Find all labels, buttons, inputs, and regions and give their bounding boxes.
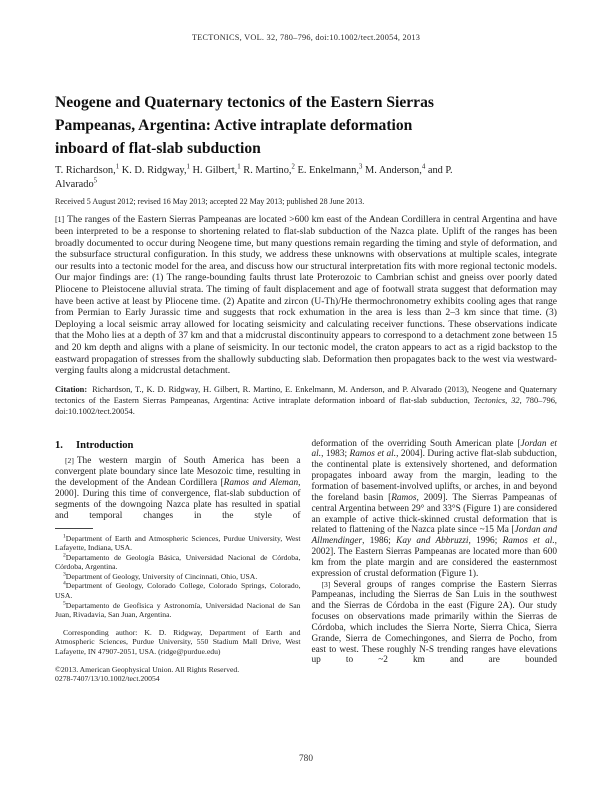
italic-text: Ramos and Aleman [223,478,299,489]
affiliation-footnote: $^1$Department of Earth and Atmospheric Sciences, Purdue University, West Lafayette, Indiana, USA. [55,532,301,553]
citation-paragraph [55,384,557,418]
affiliation-footnotes [55,534,301,620]
left-column [55,439,301,684]
superscript-number: 1 [186,163,190,171]
affiliation-footnote: $^5$Departamento de Geofísica y Astronomía, Universidad Nacional de San Juan, Rivadavia, San Juan, Argentina. [55,600,301,620]
italic-text: Kay and Abbruzzi [396,536,469,547]
paragraph-2-right: deformation of the overriding South American plate [Jordan et al., 1983; Ramos et al., 2004]. During active flat-slab subduction, the continental plate is extensively shortened, and deformation propagates inboard away from the margin, leading to the formation of basement-involved uplifts, or arches, in and beyond the foreland basin [Ramos, 2009]. The Sierras Pampeanas of central Argentina between 29° and 33°S (Figure 1) are considered an example of active thick-skinned crustal deformation that is related to flattening of the Nazca plate since ~15 Ma [Jordan and Allmendinger, 1986; Kay and Abbruzzi, 1996; Ramos et al., 2002]. The Eastern Sierras Pampeanas are located more than 600 km from the plate margin and are considered the easternmost expression of crustal deformation (Figure 1). [311,438,558,579]
italic-text: Tectonics [473,396,506,405]
article-title [55,92,557,160]
section-heading-introduction [55,441,301,452]
footnote-rule [55,528,93,529]
right-column [312,439,558,684]
superscript-number: 4 [421,163,426,171]
affiliation-footnote: $^4$Department of Geology, Colorado College, Colorado Springs, Colorado, USA. [55,580,301,601]
copyright-line: ©2013. American Geophysical Union. All Rights Reserved. [55,664,240,674]
superscript-number: 1 [63,532,66,539]
page-number: 780 [299,754,313,764]
received-line: Received 5 August 2012; revised 16 May 2013; accepted 22 May 2013; published 28 June 2013. [55,197,365,207]
title-line: Pampeanas, Argentina: Active intraplate deformation [55,116,413,134]
superscript-number: 5 [93,177,98,185]
section-number: 1. [55,439,63,451]
superscript-number: 2 [63,552,66,559]
superscript-number: 2 [291,163,295,171]
section-title: Introduction [75,439,134,451]
two-column-body [55,439,557,684]
superscript-number: 1 [115,163,120,171]
journal-running-head: TECTONICS, VOL. 32, 780–796, doi:10.1002/tect.20054, 2013 [191,33,421,42]
superscript-number: 3 [358,163,363,171]
paragraph-2-left: [2] The western margin of South America has been a convergent plate boundary since late Mesozoic time, resulting in the development of the Andean Cordillera [Ramos and Aleman, 2000]. During this time of convergence, flat-slab subduction of segments of the downgoing Nazca plate has resulted in spatial and temporal changes in the style of [55,456,301,521]
title-line: inboard of flat-slab subduction [55,139,261,157]
superscript-number: 4 [63,580,66,587]
superscript-number: 3 [63,571,66,578]
italic-text: 32 [511,396,520,405]
citation-label: Citation: [55,384,88,394]
paragraph-3: [3] Several groups of ranges comprise the Eastern Sierras Pampeanas, including the Sierras de San Luis in the southwest and the Sierras de Córdoba in the east (Figure 2A). Our study focuses on observations made primarily within the Sierras de Córdoba, which includes the Sierra Norte, Sierra Chica, Sierra Grande, Sierra de Comechingones, and Sierra de Pocho, from east to west. These roughly N-S trending ranges have elevations up to ~2 km and are bounded [311,579,557,666]
paragraph-marker: [1] [55,215,65,225]
italic-text: Jordan et al. [311,438,557,460]
italic-text: Ramos [391,492,417,503]
footnote-block [55,528,301,684]
superscript-number: 1 [237,163,241,171]
paragraph-marker: [3] [321,579,331,589]
issn-line: 0278-7407/13/10.1002/tect.20054 [55,674,160,684]
affiliation-footnote: $^3$Department of Geology, University of Cincinnati, Ohio, USA. [63,571,258,581]
paragraph-marker: [2] [65,456,74,466]
abstract-paragraph: [1] The ranges of the Eastern Sierras Pampeanas are located >600 km east of the Andean Cordillera in central Argentina and have been interpreted to be a response to shortening related to flat-slab subduction of the Nazca plate. Uplift of the ranges has been broadly documented to occur during Neogene time, but many questions remain regarding the timing and style of deformation, and the subsurface structural configuration. In this study, we address these unknowns with observations at multiple scales, integrate our results into a tectonic model for the area, and discuss how our structural interpretation fits with more regional tectonic models. Our major findings are: (1) The range-bounding faults thrust late Proterozoic to Cambrian schist and gneiss over poorly dated Pliocene to Pleistocene alluvial strata. The timing of fault displacement and age of footwall strata suggest that deformation may have been active at least by Pliocene time. (2) Apatite and zircon (U-Th)/He thermochronometry exhibits cooling ages that range from Permian to Early Jurassic time and suggests that rock exhumation in the area is less than 2–3 km since that time. (3) Deploying a local seismic array allowed for locating seismicity and calculating receiver functions. These observations indicate that the Moho lies at a depth of 37 km and that a midcrustal discontinuity appears to correspond to a detachment zone between 15 and 20 km depth and aligns with a plane of seismicity. In our tectonic model, the craton appears to act as a rigid backstop to the eastward propagation of stresses from the shallowly subducting slab. Deformation then propagates back to the west via westward-verging faults along a midcrustal detachment. [55,214,557,377]
citation-text: Richardson, T., K. D. Ridgway, H. Gilbert, R. Martino, E. Enkelmann, M. Anderson, and P. Alvarado (2013), Neogene and Quaternary tectonics of the Eastern Sierras Pampeanas, Argentina: Active intraplate deformation inboard of flat-slab subduction, Tectonics, 32, 780–796, doi:10.1002/tect.20054. [55,384,558,417]
superscript-number: 5 [63,600,66,607]
title-line: Neogene and Quaternary tectonics of the Eastern Sierras [55,94,434,111]
italic-text: Ramos et al. [502,536,555,547]
affiliation-footnote: $^2$Departamento de Geología Básica, Universidad Nacional de Córdoba, Córdoba, Argentina. [55,552,301,572]
corresponding-author-note: Corresponding author: K. D. Ridgway, Department of Earth and Atmospheric Sciences, Purdue University, 550 Stadium Mall Drive, West Lafayette, IN 47907-2051, USA. (ridge@purdue.edu) [55,627,301,657]
italic-text: Jordan and Allmendinger [311,525,557,547]
italic-text: Ramos et al. [349,449,397,460]
author-list: T. Richardson,$^1$ K. D. Ridgway,$^1$ H. Gilbert,$^1$ R. Martino,$^2$ E. Enkelmann,$^3$ M. Anderson,$^4$ and P. Alvarado$^5$ [55,163,453,191]
